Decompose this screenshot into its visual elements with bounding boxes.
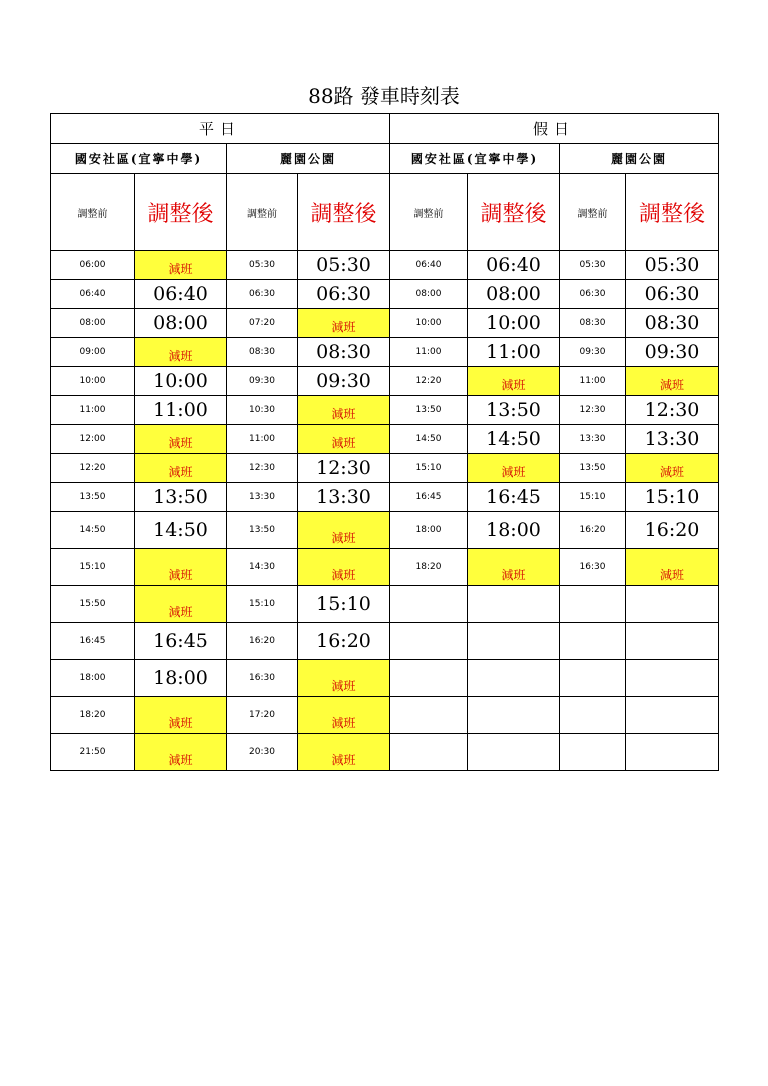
cancelled-cell: 減班 [626, 454, 719, 483]
table-row [51, 280, 719, 309]
cancelled-cell: 減班 [626, 549, 719, 586]
empty-cell [626, 660, 719, 697]
col-header-before: 調整前 [560, 174, 626, 251]
time-before: 06:40 [51, 280, 135, 309]
cancelled-cell: 減班 [298, 549, 390, 586]
time-before: 08:30 [227, 338, 298, 367]
empty-cell [468, 734, 560, 771]
time-before: 16:45 [51, 623, 135, 660]
time-before: 16:20 [227, 623, 298, 660]
time-before: 09:00 [51, 338, 135, 367]
time-after: 16:45 [468, 483, 560, 512]
time-before: 14:30 [227, 549, 298, 586]
time-before: 06:30 [227, 280, 298, 309]
time-after: 14:50 [135, 512, 227, 549]
empty-cell [390, 734, 468, 771]
empty-cell [560, 697, 626, 734]
time-after: 10:00 [135, 367, 227, 396]
time-before: 17:20 [227, 697, 298, 734]
cancelled-cell: 減班 [135, 549, 227, 586]
time-after: 16:20 [298, 623, 390, 660]
time-before: 08:00 [51, 309, 135, 338]
time-before: 15:10 [51, 549, 135, 586]
time-after: 11:00 [468, 338, 560, 367]
table-row [51, 549, 719, 586]
table-row [51, 586, 719, 623]
time-before: 12:30 [227, 454, 298, 483]
empty-cell [626, 734, 719, 771]
empty-cell [626, 697, 719, 734]
time-before: 15:10 [390, 454, 468, 483]
time-before: 15:10 [560, 483, 626, 512]
time-after: 13:30 [298, 483, 390, 512]
cancelled-cell: 減班 [298, 512, 390, 549]
empty-cell [560, 660, 626, 697]
time-after: 05:30 [298, 251, 390, 280]
empty-cell [560, 623, 626, 660]
empty-cell [468, 697, 560, 734]
table-row [51, 396, 719, 425]
empty-cell [626, 623, 719, 660]
table-row [51, 623, 719, 660]
time-before: 13:30 [560, 425, 626, 454]
col-header-before: 調整前 [227, 174, 298, 251]
time-after: 15:10 [626, 483, 719, 512]
table-row [51, 367, 719, 396]
time-after: 12:30 [298, 454, 390, 483]
time-before: 09:30 [227, 367, 298, 396]
cancelled-cell: 減班 [298, 309, 390, 338]
time-after: 10:00 [468, 309, 560, 338]
cancelled-cell: 減班 [468, 454, 560, 483]
time-before: 10:30 [227, 396, 298, 425]
cancelled-cell: 減班 [135, 454, 227, 483]
empty-cell [390, 697, 468, 734]
time-after: 13:30 [626, 425, 719, 454]
time-before: 08:30 [560, 309, 626, 338]
col-header-after: 調整後 [626, 174, 719, 251]
empty-cell [390, 660, 468, 697]
col-header-after: 調整後 [298, 174, 390, 251]
table-row [51, 734, 719, 771]
col-header-after: 調整後 [468, 174, 560, 251]
time-before: 13:50 [560, 454, 626, 483]
time-before: 07:20 [227, 309, 298, 338]
time-after: 06:30 [626, 280, 719, 309]
time-after: 18:00 [468, 512, 560, 549]
time-after: 15:10 [298, 586, 390, 623]
cancelled-cell: 減班 [298, 660, 390, 697]
empty-cell [390, 623, 468, 660]
table-row [51, 697, 719, 734]
cancelled-cell: 減班 [626, 367, 719, 396]
cancelled-cell: 減班 [135, 734, 227, 771]
cancelled-cell: 減班 [468, 549, 560, 586]
section-weekday: 平日 [51, 114, 390, 144]
table-row [51, 660, 719, 697]
time-after: 13:50 [468, 396, 560, 425]
time-after: 14:50 [468, 425, 560, 454]
time-before: 16:45 [390, 483, 468, 512]
time-before: 20:30 [227, 734, 298, 771]
time-after: 06:40 [135, 280, 227, 309]
time-before: 14:50 [51, 512, 135, 549]
time-after: 08:00 [135, 309, 227, 338]
time-before: 18:20 [51, 697, 135, 734]
time-before: 11:00 [390, 338, 468, 367]
time-before: 06:00 [51, 251, 135, 280]
time-before: 08:00 [390, 280, 468, 309]
empty-cell [468, 586, 560, 623]
time-before: 14:50 [390, 425, 468, 454]
empty-cell [390, 586, 468, 623]
time-after: 09:30 [298, 367, 390, 396]
cancelled-cell: 減班 [298, 734, 390, 771]
timetable [50, 113, 719, 771]
time-before: 18:00 [390, 512, 468, 549]
time-before: 11:00 [560, 367, 626, 396]
time-before: 12:20 [51, 454, 135, 483]
time-after: 08:30 [626, 309, 719, 338]
time-before: 13:30 [227, 483, 298, 512]
time-after: 05:30 [626, 251, 719, 280]
time-before: 06:40 [390, 251, 468, 280]
time-before: 16:20 [560, 512, 626, 549]
section-holiday: 假日 [390, 114, 719, 144]
empty-cell [626, 586, 719, 623]
time-after: 09:30 [626, 338, 719, 367]
time-before: 12:20 [390, 367, 468, 396]
time-after: 06:40 [468, 251, 560, 280]
time-before: 09:30 [560, 338, 626, 367]
empty-cell [560, 734, 626, 771]
stop-header-weekday-b: 麗園公園 [227, 144, 390, 174]
cancelled-cell: 減班 [135, 338, 227, 367]
table-row [51, 483, 719, 512]
stop-header-holiday-b: 麗園公園 [560, 144, 719, 174]
time-before: 16:30 [227, 660, 298, 697]
time-before: 10:00 [390, 309, 468, 338]
time-after: 16:45 [135, 623, 227, 660]
time-before: 05:30 [560, 251, 626, 280]
stop-header-holiday-a: 國安社區(宜寧中學) [390, 144, 560, 174]
stop-header-weekday-a: 國安社區(宜寧中學) [51, 144, 227, 174]
table-row [51, 425, 719, 454]
cancelled-cell: 減班 [468, 367, 560, 396]
cancelled-cell: 減班 [135, 697, 227, 734]
empty-cell [560, 586, 626, 623]
time-before: 13:50 [227, 512, 298, 549]
time-before: 05:30 [227, 251, 298, 280]
time-after: 08:30 [298, 338, 390, 367]
cancelled-cell: 減班 [135, 586, 227, 623]
cancelled-cell: 減班 [135, 425, 227, 454]
time-before: 13:50 [51, 483, 135, 512]
time-after: 08:00 [468, 280, 560, 309]
time-after: 12:30 [626, 396, 719, 425]
table-row [51, 338, 719, 367]
time-before: 12:30 [560, 396, 626, 425]
time-after: 06:30 [298, 280, 390, 309]
col-header-before: 調整前 [390, 174, 468, 251]
time-after: 11:00 [135, 396, 227, 425]
time-before: 18:00 [51, 660, 135, 697]
time-after: 13:50 [135, 483, 227, 512]
time-before: 10:00 [51, 367, 135, 396]
time-after: 16:20 [626, 512, 719, 549]
time-before: 11:00 [227, 425, 298, 454]
time-after: 18:00 [135, 660, 227, 697]
time-before: 12:00 [51, 425, 135, 454]
table-row [51, 251, 719, 280]
table-row [51, 454, 719, 483]
cancelled-cell: 減班 [298, 425, 390, 454]
time-before: 13:50 [390, 396, 468, 425]
time-before: 16:30 [560, 549, 626, 586]
time-before: 21:50 [51, 734, 135, 771]
table-row [51, 309, 719, 338]
time-before: 11:00 [51, 396, 135, 425]
empty-cell [468, 623, 560, 660]
cancelled-cell: 減班 [135, 251, 227, 280]
cancelled-cell: 減班 [298, 697, 390, 734]
page-title: 88路 發車時刻表 [308, 84, 460, 108]
time-before: 18:20 [390, 549, 468, 586]
time-before: 06:30 [560, 280, 626, 309]
cancelled-cell: 減班 [298, 396, 390, 425]
empty-cell [468, 660, 560, 697]
col-header-after: 調整後 [135, 174, 227, 251]
time-before: 15:50 [51, 586, 135, 623]
col-header-before: 調整前 [51, 174, 135, 251]
table-row [51, 512, 719, 549]
time-before: 15:10 [227, 586, 298, 623]
